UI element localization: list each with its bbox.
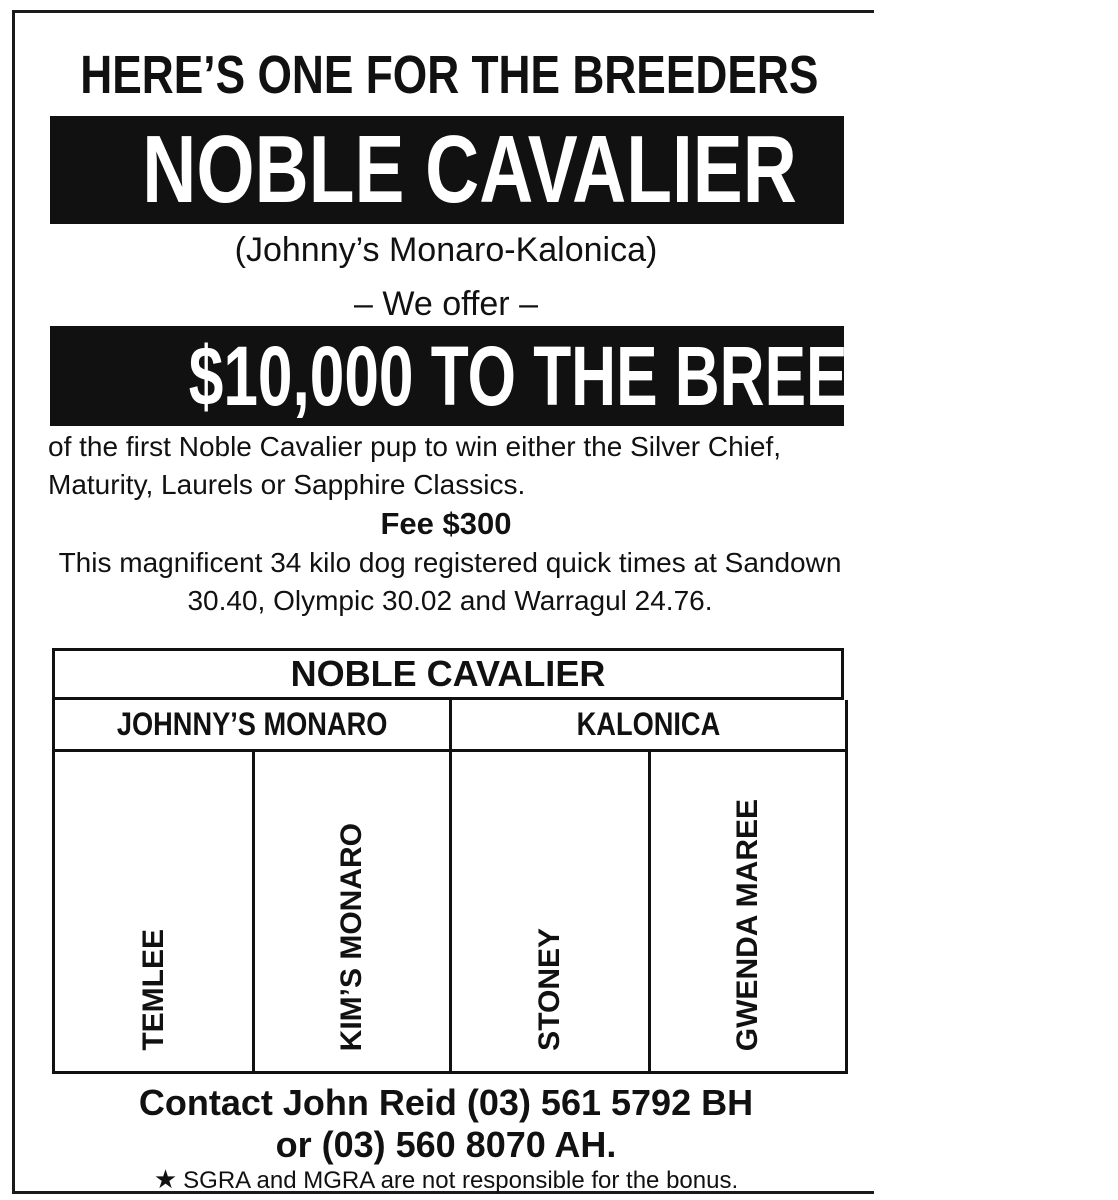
sire-name: NOBLE CAVALIER [142,116,797,223]
pedigree-dam-sire: STONEY [533,928,566,1051]
offer-banner [50,326,979,426]
disclaimer-text: SGRA and MGRA are not responsible for the bonus. [183,1167,739,1194]
pedigree-dam-dam-cell [648,752,848,1074]
pedigree-dam-sire-cell [449,752,651,1074]
pedigree-sire-cell [52,700,452,752]
offer-text: $10,000 TO THE BREEDER [188,329,979,423]
contact-line-1: Contact John Reid (03) 561 5792 BH [138,1082,754,1123]
breeding-line: (Johnny’s Monaro-Kalonica) [234,231,658,269]
pedigree-sire-sire: TEMLEE [136,929,170,1051]
pedigree-sire-dam-cell [252,752,452,1074]
stud-fee: Fee $300 [380,506,512,541]
we-offer-line: – We offer – [354,285,538,323]
pedigree-chart [52,648,848,1074]
offer-detail: of the first Noble Cavalier pup to win either the Silver Chief, Maturity, Laurels or Sapphire Classics. [48,431,782,500]
headline: HERE’S ONE FOR THE BREEDERS [80,45,819,105]
star-icon: ★ [153,1164,178,1194]
pedigree-sire-sire-cell [52,752,255,1074]
pedigree-sire-dam: KIM’S MONARO [335,822,368,1051]
description: This magnificent 34 kilo dog registered quick times at Sandown 30.40, Olympic 30.02 and Warragul 24.76. [58,547,842,616]
contact-line-2: or (03) 560 8070 AH. [275,1124,617,1165]
pedigree-subject: NOBLE CAVALIER [52,648,844,700]
disclaimer [0,1164,892,1196]
sire-name-banner [50,116,844,224]
pedigree-dam: KALONICA [576,706,721,742]
pedigree-sire: JOHNNY’S MONARO [116,706,388,742]
pedigree-dam-dam: GWENDA MAREE [731,798,764,1051]
pedigree-dam-cell [449,700,848,752]
